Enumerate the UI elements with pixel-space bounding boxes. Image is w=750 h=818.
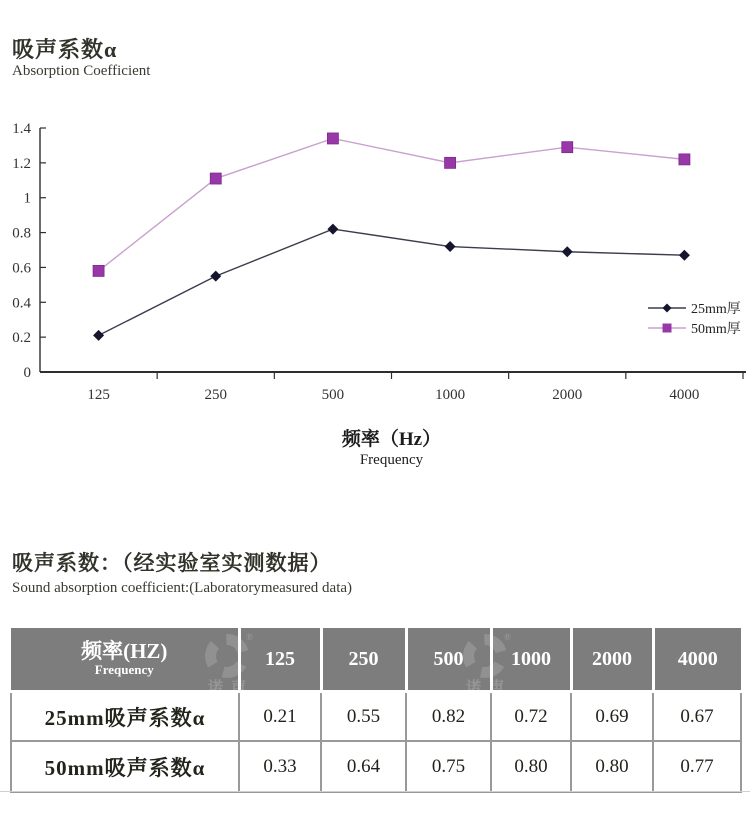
marker-square: [210, 173, 221, 184]
section-title-english: Sound absorption coefficient:(Laboratorymeasured data): [12, 580, 353, 596]
marker-diamond: [93, 330, 104, 341]
marker-diamond: [562, 246, 573, 257]
y-tick-label: 0.2: [12, 330, 31, 347]
page-title-english: Absorption Coefficient: [12, 63, 151, 79]
value-cell: 0.64: [321, 741, 406, 792]
x-axis-title-en: Frequency: [359, 452, 424, 468]
header-frequency-cn: 频率(HZ): [81, 639, 168, 664]
value-cell: 0.75: [406, 741, 491, 792]
marker-diamond: [327, 224, 338, 235]
value-cell: 0.72: [491, 692, 571, 742]
header-col-125: 125: [239, 628, 321, 692]
y-tick-label: 1.4: [12, 121, 31, 137]
section-title: 吸声系数：（经实验室实测数据）: [12, 551, 332, 575]
value-cell: 0.82: [406, 692, 491, 742]
value-cell: 0.80: [491, 741, 571, 792]
series-line-25mm厚: [99, 229, 685, 335]
legend-label: 50mm厚: [691, 322, 741, 337]
marker-square: [327, 133, 338, 144]
value-cell: 0.33: [239, 741, 321, 792]
x-tick-label: 250: [204, 387, 227, 403]
y-tick-label: 0.6: [12, 260, 31, 277]
y-tick-label: 0: [23, 365, 31, 381]
value-cell: 0.67: [653, 692, 741, 742]
x-tick-label: 125: [87, 387, 110, 403]
marker-diamond: [445, 241, 456, 252]
header-col-2000: 2000: [571, 628, 653, 692]
absorption-data-table-wrap: [10, 628, 740, 793]
x-tick-label: 2000: [552, 387, 583, 403]
watermark-text: 诺声: [465, 680, 512, 696]
legend-label: 25mm厚: [691, 302, 741, 317]
header-frequency-en: Frequency: [94, 662, 154, 678]
series-line-50mm厚: [99, 138, 685, 270]
value-cell: 0.77: [653, 741, 741, 792]
marker-square: [93, 265, 104, 276]
x-tick-label: 500: [321, 387, 345, 403]
marker-square: [562, 142, 573, 153]
y-tick-label: 0.4: [12, 295, 31, 312]
absorption-data-table: [10, 628, 742, 793]
header-col-500: 500: [406, 628, 491, 692]
x-tick-label: 1000: [435, 387, 466, 403]
legend-marker-diamond: [663, 304, 672, 313]
x-tick-label: 4000: [669, 387, 700, 403]
marker-diamond: [679, 250, 690, 261]
registered-mark-icon: ®: [246, 632, 253, 642]
row-label-50mm: 50mm吸声系数α: [11, 741, 239, 792]
marker-square: [679, 154, 690, 165]
y-tick-label: 1: [23, 190, 31, 207]
header-frequency-cell: [11, 628, 239, 692]
header-col-4000: 4000: [653, 628, 741, 692]
x-axis-title-cn: 频率（Hz）: [341, 429, 442, 450]
table-row-50mm: [11, 741, 741, 792]
row-label-25mm: 25mm吸声系数α: [11, 692, 239, 742]
value-cell: 0.69: [571, 692, 653, 742]
value-cell: 0.55: [321, 692, 406, 742]
header-col-1000: 1000: [491, 628, 571, 692]
page-title: 吸声系数α: [12, 37, 118, 62]
header-col-250: 250: [321, 628, 406, 692]
registered-mark-icon: ®: [504, 632, 511, 642]
marker-square: [445, 157, 456, 168]
table-row-25mm: [11, 692, 741, 742]
value-cell: 0.80: [571, 741, 653, 792]
y-tick-label: 1.2: [12, 155, 31, 172]
watermark-text: 诺声: [207, 680, 254, 696]
legend-marker-square: [663, 324, 672, 333]
marker-diamond: [210, 271, 221, 282]
bottom-divider: [0, 791, 750, 792]
y-tick-label: 0.8: [12, 225, 31, 242]
absorption-coefficient-chart: [0, 105, 750, 480]
value-cell: 0.21: [239, 692, 321, 742]
table-header-row: [11, 628, 741, 692]
